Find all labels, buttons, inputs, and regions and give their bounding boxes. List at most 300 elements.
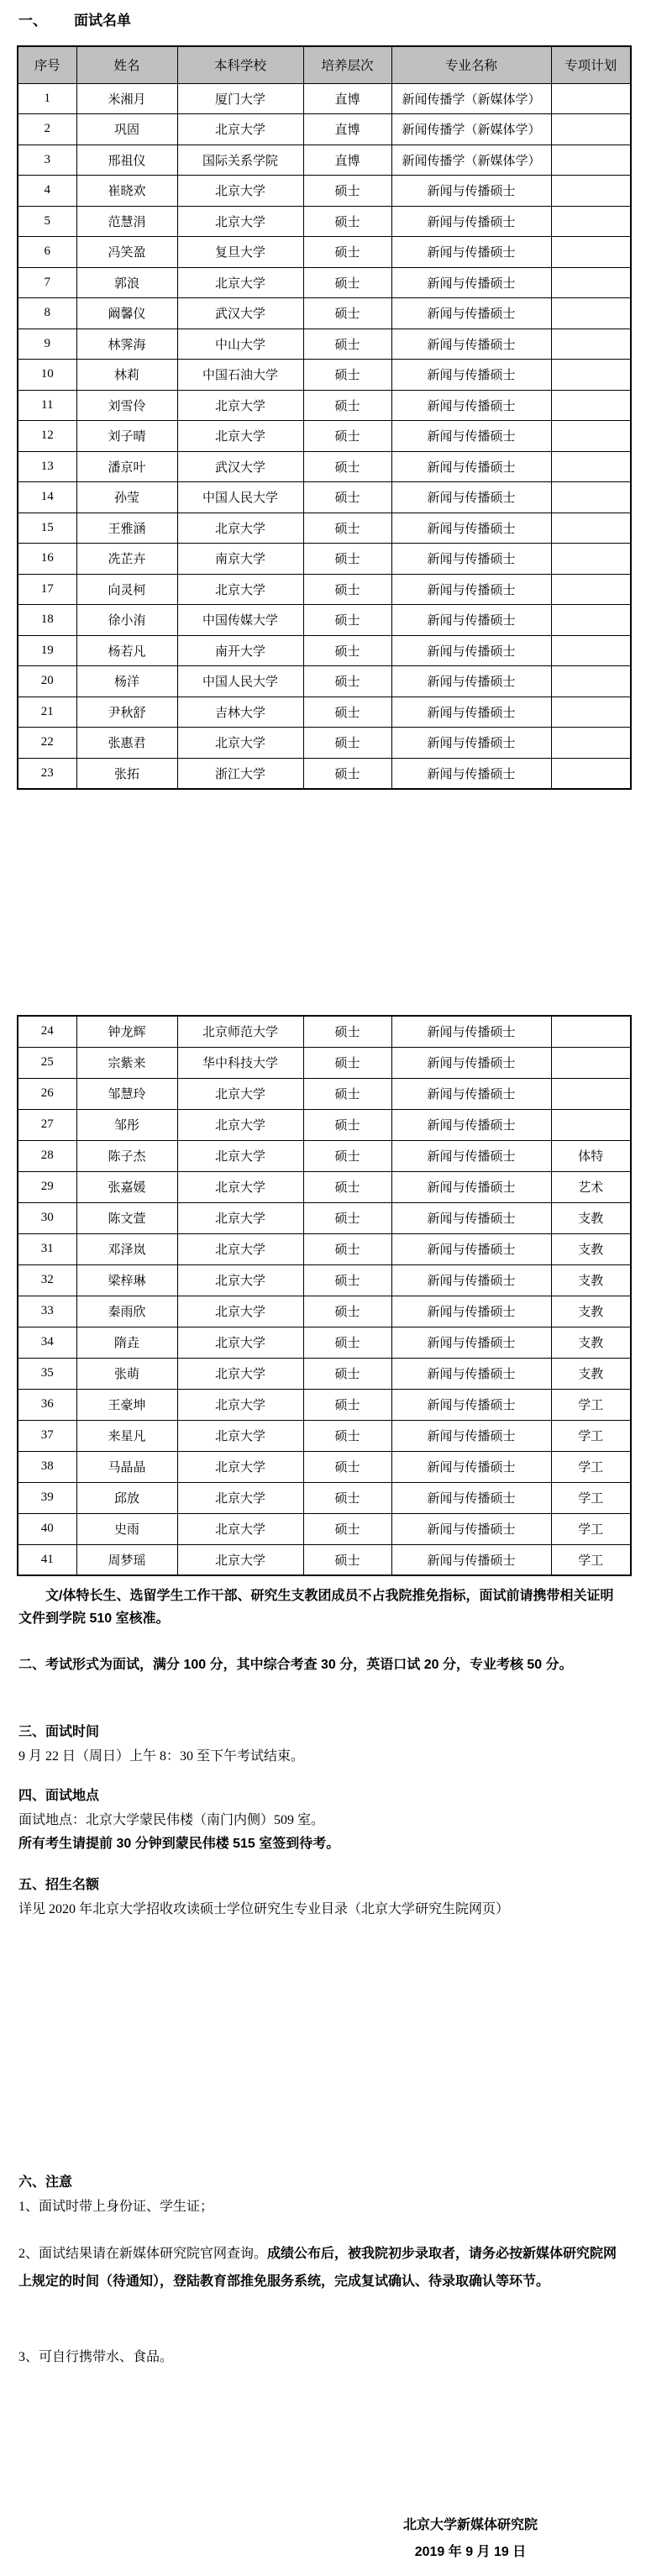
cell-level: 硕士 <box>303 451 391 482</box>
cell-level: 硕士 <box>303 1513 391 1544</box>
table-row <box>18 1358 631 1389</box>
cell-special: 支教 <box>551 1264 631 1296</box>
interview-table-page1 <box>17 45 632 790</box>
cell-major: 新闻与传播硕士 <box>391 421 551 452</box>
footer-date: 2019 年 9 月 19 日 <box>414 2545 527 2559</box>
cell-school: 北京大学 <box>177 513 303 544</box>
section6-title: 六、注意 <box>18 2175 73 2190</box>
cell-index: 25 <box>18 1047 76 1078</box>
cell-level: 硕士 <box>303 206 391 237</box>
cell-level: 硕士 <box>303 237 391 268</box>
cell-index: 17 <box>18 574 76 605</box>
cell-level: 直博 <box>303 114 391 145</box>
cell-special <box>551 697 631 728</box>
cell-index: 24 <box>18 1016 76 1047</box>
col-header-level: 培养层次 <box>303 46 391 83</box>
cell-index: 27 <box>18 1109 76 1140</box>
cell-major: 新闻与传播硕士 <box>391 206 551 237</box>
cell-major: 新闻与传播硕士 <box>391 1513 551 1544</box>
cell-name: 杨洋 <box>76 666 177 697</box>
cell-school: 北京大学 <box>177 728 303 759</box>
cell-major: 新闻与传播硕士 <box>391 697 551 728</box>
cell-index: 37 <box>18 1420 76 1451</box>
table-row <box>18 1296 631 1327</box>
cell-school: 中山大学 <box>177 329 303 360</box>
cell-index: 15 <box>18 513 76 544</box>
cell-special <box>551 360 631 391</box>
cell-level: 硕士 <box>303 1327 391 1358</box>
table-row <box>18 114 631 145</box>
cell-name: 邓泽岚 <box>76 1233 177 1264</box>
table-row <box>18 298 631 329</box>
cell-index: 11 <box>18 390 76 421</box>
cell-major: 新闻与传播硕士 <box>391 1358 551 1389</box>
cell-school: 国际关系学院 <box>177 145 303 176</box>
cell-school: 北京大学 <box>177 206 303 237</box>
cell-name: 冼芷卉 <box>76 544 177 575</box>
cell-name: 秦雨欣 <box>76 1296 177 1327</box>
cell-major: 新闻与传播硕士 <box>391 1451 551 1482</box>
cell-name: 巩固 <box>76 114 177 145</box>
cell-school: 北京大学 <box>177 1544 303 1575</box>
cell-index: 19 <box>18 635 76 666</box>
cell-special <box>551 1078 631 1109</box>
table-row <box>18 1544 631 1575</box>
cell-name: 王雅涵 <box>76 513 177 544</box>
table-row <box>18 666 631 697</box>
cell-major: 新闻与传播硕士 <box>391 666 551 697</box>
cell-level: 硕士 <box>303 635 391 666</box>
cell-school: 北京大学 <box>177 1296 303 1327</box>
cell-major: 新闻与传播硕士 <box>391 1482 551 1513</box>
cell-name: 张萌 <box>76 1358 177 1389</box>
cell-name: 梁梓琳 <box>76 1264 177 1296</box>
cell-major: 新闻与传播硕士 <box>391 1171 551 1202</box>
cell-name: 隋垚 <box>76 1327 177 1358</box>
cell-school: 北京大学 <box>177 1513 303 1544</box>
cell-special <box>551 390 631 421</box>
cell-level: 硕士 <box>303 1202 391 1233</box>
table-header-row <box>18 46 631 83</box>
cell-school: 北京大学 <box>177 1420 303 1451</box>
section1-heading <box>18 8 131 29</box>
cell-name: 陈子杰 <box>76 1140 177 1171</box>
cell-level: 硕士 <box>303 1109 391 1140</box>
cell-level: 硕士 <box>303 697 391 728</box>
cell-name: 孙莹 <box>76 482 177 513</box>
cell-special: 学工 <box>551 1420 631 1451</box>
section6-item1: 1、面试时带上身份证、学生证； <box>18 2200 214 2214</box>
cell-name: 张拓 <box>76 758 177 789</box>
cell-school: 北京大学 <box>177 574 303 605</box>
cell-level: 硕士 <box>303 1482 391 1513</box>
cell-special <box>551 666 631 697</box>
cell-name: 崔晓欢 <box>76 176 177 207</box>
col-header-name: 姓名 <box>76 46 177 83</box>
section6-item2-bold: 成绩公布后，被我院初步录取者，请务必按新媒体研究院网上规定的时间（待通知），登陆教育部推免服务系统，完成复试确认、待录取确认等环节。 <box>18 2247 617 2289</box>
table-row <box>18 145 631 176</box>
table-row <box>18 1016 631 1047</box>
cell-level: 硕士 <box>303 1264 391 1296</box>
cell-name: 邹彤 <box>76 1109 177 1140</box>
section3-body: 9 月 22 日（周日）上午 8：30 至下午考试结束。 <box>18 1749 305 1764</box>
section6-item2-regular: 2、面试结果请在新媒体研究院官网查询。 <box>18 2247 268 2261</box>
cell-index: 22 <box>18 728 76 759</box>
cell-special <box>551 574 631 605</box>
cell-name: 冯笑盈 <box>76 237 177 268</box>
cell-special <box>551 329 631 360</box>
table-body-page1 <box>18 83 631 789</box>
table-row <box>18 1171 631 1202</box>
cell-index: 33 <box>18 1296 76 1327</box>
section6-item2 <box>18 2240 626 2295</box>
cell-level: 硕士 <box>303 1047 391 1078</box>
cell-level: 硕士 <box>303 390 391 421</box>
section4-title: 四、面试地点 <box>18 1789 100 1803</box>
cell-index: 40 <box>18 1513 76 1544</box>
cell-special <box>551 1047 631 1078</box>
cell-special <box>551 605 631 636</box>
cell-name: 张嘉媛 <box>76 1171 177 1202</box>
table-row <box>18 1233 631 1264</box>
cell-level: 硕士 <box>303 482 391 513</box>
col-header-special: 专项计划 <box>551 46 631 83</box>
cell-major: 新闻与传播硕士 <box>391 1544 551 1575</box>
document-footer <box>302 2512 638 2566</box>
cell-index: 14 <box>18 482 76 513</box>
cell-index: 26 <box>18 1078 76 1109</box>
table-row <box>18 176 631 207</box>
cell-school: 中国人民大学 <box>177 482 303 513</box>
cell-name: 王豪坤 <box>76 1389 177 1420</box>
section5-title: 五、招生名额 <box>18 1878 100 1892</box>
table-row <box>18 421 631 452</box>
cell-school: 北京大学 <box>177 1233 303 1264</box>
table-row <box>18 1327 631 1358</box>
cell-major: 新闻与传播硕士 <box>391 513 551 544</box>
cell-special <box>551 176 631 207</box>
cell-level: 硕士 <box>303 758 391 789</box>
cell-special <box>551 267 631 298</box>
cell-major: 新闻与传播硕士 <box>391 544 551 575</box>
cell-index: 16 <box>18 544 76 575</box>
cell-special: 学工 <box>551 1389 631 1420</box>
cell-special: 学工 <box>551 1451 631 1482</box>
cell-index: 2 <box>18 114 76 145</box>
cell-school: 北京大学 <box>177 1264 303 1296</box>
cell-school: 北京大学 <box>177 1171 303 1202</box>
table-body-page2 <box>18 1016 631 1575</box>
cell-index: 1 <box>18 83 76 114</box>
footer-organization: 北京大学新媒体研究院 <box>402 2518 538 2532</box>
col-header-index: 序号 <box>18 46 76 83</box>
cell-major: 新闻传播学（新媒体学） <box>391 114 551 145</box>
cell-level: 硕士 <box>303 1389 391 1420</box>
cell-name: 邱放 <box>76 1482 177 1513</box>
table-row <box>18 482 631 513</box>
cell-index: 34 <box>18 1327 76 1358</box>
cell-index: 18 <box>18 605 76 636</box>
note-after-table: 文/体特长生、选留学生工作干部、研究生支教团成员不占我院推免指标，面试前请携带相关证明文件到学院 510 室核准。 <box>18 1589 614 1626</box>
cell-school: 南开大学 <box>177 635 303 666</box>
cell-special <box>551 635 631 666</box>
cell-school: 北京大学 <box>177 421 303 452</box>
cell-level: 硕士 <box>303 1016 391 1047</box>
cell-school: 浙江大学 <box>177 758 303 789</box>
cell-school: 中国石油大学 <box>177 360 303 391</box>
table-row <box>18 267 631 298</box>
cell-special <box>551 482 631 513</box>
cell-major: 新闻与传播硕士 <box>391 1389 551 1420</box>
cell-school: 北京大学 <box>177 1327 303 1358</box>
cell-school: 北京大学 <box>177 1482 303 1513</box>
cell-school: 北京大学 <box>177 267 303 298</box>
cell-special <box>551 206 631 237</box>
cell-major: 新闻与传播硕士 <box>391 451 551 482</box>
cell-special: 支教 <box>551 1358 631 1389</box>
cell-name: 林莉 <box>76 360 177 391</box>
cell-level: 硕士 <box>303 267 391 298</box>
cell-name: 向灵柯 <box>76 574 177 605</box>
cell-level: 硕士 <box>303 329 391 360</box>
table-row <box>18 1202 631 1233</box>
cell-school: 南京大学 <box>177 544 303 575</box>
table-row <box>18 1482 631 1513</box>
cell-school: 北京大学 <box>177 1140 303 1171</box>
cell-index: 7 <box>18 267 76 298</box>
table-row <box>18 1078 631 1109</box>
cell-special <box>551 298 631 329</box>
cell-special: 学工 <box>551 1482 631 1513</box>
cell-special: 支教 <box>551 1202 631 1233</box>
cell-school: 北京大学 <box>177 1389 303 1420</box>
cell-level: 直博 <box>303 145 391 176</box>
cell-major: 新闻与传播硕士 <box>391 176 551 207</box>
table-row <box>18 1140 631 1171</box>
cell-index: 5 <box>18 206 76 237</box>
cell-major: 新闻与传播硕士 <box>391 1078 551 1109</box>
cell-level: 硕士 <box>303 1078 391 1109</box>
cell-index: 12 <box>18 421 76 452</box>
cell-major: 新闻与传播硕士 <box>391 635 551 666</box>
table-row <box>18 758 631 789</box>
cell-major: 新闻与传播硕士 <box>391 237 551 268</box>
cell-special: 支教 <box>551 1327 631 1358</box>
table-row <box>18 83 631 114</box>
cell-index: 38 <box>18 1451 76 1482</box>
cell-school: 武汉大学 <box>177 298 303 329</box>
cell-special: 支教 <box>551 1296 631 1327</box>
cell-major: 新闻与传播硕士 <box>391 390 551 421</box>
table-row <box>18 728 631 759</box>
cell-major: 新闻与传播硕士 <box>391 1296 551 1327</box>
table-row <box>18 605 631 636</box>
cell-index: 23 <box>18 758 76 789</box>
cell-level: 硕士 <box>303 1358 391 1389</box>
cell-name: 郭浪 <box>76 267 177 298</box>
cell-index: 21 <box>18 697 76 728</box>
table-row <box>18 1451 631 1482</box>
cell-name: 刘雪伶 <box>76 390 177 421</box>
cell-major: 新闻与传播硕士 <box>391 1109 551 1140</box>
cell-special <box>551 237 631 268</box>
cell-level: 硕士 <box>303 574 391 605</box>
table-row <box>18 206 631 237</box>
cell-level: 硕士 <box>303 728 391 759</box>
table-row <box>18 544 631 575</box>
section3-title: 三、面试时间 <box>18 1725 100 1739</box>
cell-special <box>551 728 631 759</box>
section1-title: 面试名单 <box>74 13 131 29</box>
cell-major: 新闻与传播硕士 <box>391 758 551 789</box>
cell-name: 马晶晶 <box>76 1451 177 1482</box>
cell-major: 新闻与传播硕士 <box>391 329 551 360</box>
cell-level: 硕士 <box>303 1171 391 1202</box>
table-row <box>18 451 631 482</box>
cell-index: 36 <box>18 1389 76 1420</box>
section5-body: 详见 2020 年北京大学招收攻读硕士学位研究生专业目录（北京大学研究生院网页） <box>18 1902 510 1916</box>
table-row <box>18 1047 631 1078</box>
cell-index: 41 <box>18 1544 76 1575</box>
cell-index: 9 <box>18 329 76 360</box>
cell-name: 陈文萱 <box>76 1202 177 1233</box>
cell-major: 新闻与传播硕士 <box>391 1202 551 1233</box>
cell-index: 35 <box>18 1358 76 1389</box>
cell-level: 硕士 <box>303 605 391 636</box>
table-row <box>18 635 631 666</box>
table-row <box>18 329 631 360</box>
cell-name: 范慧涓 <box>76 206 177 237</box>
cell-school: 北京大学 <box>177 1451 303 1482</box>
cell-index: 20 <box>18 666 76 697</box>
cell-name: 潘京叶 <box>76 451 177 482</box>
table-row <box>18 237 631 268</box>
cell-name: 周梦瑶 <box>76 1544 177 1575</box>
cell-major: 新闻与传播硕士 <box>391 1327 551 1358</box>
cell-special <box>551 451 631 482</box>
table-row <box>18 1389 631 1420</box>
cell-special: 学工 <box>551 1513 631 1544</box>
table-row <box>18 390 631 421</box>
cell-level: 硕士 <box>303 360 391 391</box>
table-row <box>18 574 631 605</box>
cell-special: 学工 <box>551 1544 631 1575</box>
cell-index: 6 <box>18 237 76 268</box>
cell-school: 华中科技大学 <box>177 1047 303 1078</box>
col-header-major: 专业名称 <box>391 46 551 83</box>
cell-major: 新闻与传播硕士 <box>391 1233 551 1264</box>
cell-school: 北京大学 <box>177 1078 303 1109</box>
cell-special: 艺术 <box>551 1171 631 1202</box>
cell-school: 复旦大学 <box>177 237 303 268</box>
cell-special: 体特 <box>551 1140 631 1171</box>
table-row <box>18 360 631 391</box>
cell-special <box>551 1016 631 1047</box>
table-row <box>18 513 631 544</box>
cell-index: 30 <box>18 1202 76 1233</box>
cell-level: 硕士 <box>303 1451 391 1482</box>
cell-index: 13 <box>18 451 76 482</box>
cell-school: 中国传媒大学 <box>177 605 303 636</box>
section1-numbering: 一、 <box>18 13 47 29</box>
cell-index: 32 <box>18 1264 76 1296</box>
cell-level: 硕士 <box>303 1544 391 1575</box>
cell-major: 新闻与传播硕士 <box>391 1420 551 1451</box>
cell-special <box>551 83 631 114</box>
cell-level: 硕士 <box>303 298 391 329</box>
cell-index: 8 <box>18 298 76 329</box>
cell-major: 新闻与传播硕士 <box>391 605 551 636</box>
cell-major: 新闻与传播硕士 <box>391 574 551 605</box>
cell-school: 北京大学 <box>177 390 303 421</box>
cell-name: 钟龙辉 <box>76 1016 177 1047</box>
cell-index: 3 <box>18 145 76 176</box>
cell-name: 来星凡 <box>76 1420 177 1451</box>
cell-level: 硕士 <box>303 544 391 575</box>
cell-special <box>551 1109 631 1140</box>
table-row <box>18 697 631 728</box>
cell-level: 直博 <box>303 83 391 114</box>
section6-item3: 3、可自行携带水、食品。 <box>18 2350 174 2364</box>
cell-special <box>551 145 631 176</box>
interview-table-page2 <box>17 1015 632 1576</box>
table-row <box>18 1264 631 1296</box>
cell-name: 阚馨仪 <box>76 298 177 329</box>
cell-index: 4 <box>18 176 76 207</box>
cell-name: 邢祖仪 <box>76 145 177 176</box>
section4-location: 面试地点：北京大学蒙民伟楼（南门内侧）509 室。 <box>18 1813 325 1827</box>
cell-level: 硕士 <box>303 1233 391 1264</box>
cell-index: 29 <box>18 1171 76 1202</box>
cell-special: 支教 <box>551 1233 631 1264</box>
cell-special <box>551 513 631 544</box>
cell-name: 徐小洧 <box>76 605 177 636</box>
table-row <box>18 1513 631 1544</box>
cell-name: 史雨 <box>76 1513 177 1544</box>
cell-major: 新闻传播学（新媒体学） <box>391 145 551 176</box>
cell-index: 39 <box>18 1482 76 1513</box>
cell-school: 北京大学 <box>177 176 303 207</box>
cell-name: 林霁海 <box>76 329 177 360</box>
cell-school: 厦门大学 <box>177 83 303 114</box>
cell-school: 武汉大学 <box>177 451 303 482</box>
cell-name: 邹慧玲 <box>76 1078 177 1109</box>
cell-school: 吉林大学 <box>177 697 303 728</box>
cell-major: 新闻与传播硕士 <box>391 360 551 391</box>
cell-school: 北京大学 <box>177 1202 303 1233</box>
cell-name: 宗紫来 <box>76 1047 177 1078</box>
cell-major: 新闻与传播硕士 <box>391 1016 551 1047</box>
cell-level: 硕士 <box>303 513 391 544</box>
table-header <box>18 46 631 83</box>
cell-major: 新闻与传播硕士 <box>391 267 551 298</box>
section4-signin-note: 所有考生请提前 30 分钟到蒙民伟楼 515 室签到待考。 <box>18 1837 340 1851</box>
cell-level: 硕士 <box>303 1296 391 1327</box>
cell-name: 张惠君 <box>76 728 177 759</box>
cell-name: 尹秋舒 <box>76 697 177 728</box>
cell-name: 杨若凡 <box>76 635 177 666</box>
cell-school: 中国人民大学 <box>177 666 303 697</box>
cell-index: 31 <box>18 1233 76 1264</box>
cell-major: 新闻与传播硕士 <box>391 298 551 329</box>
table-row <box>18 1420 631 1451</box>
cell-special <box>551 114 631 145</box>
cell-major: 新闻传播学（新媒体学） <box>391 83 551 114</box>
cell-school: 北京大学 <box>177 1358 303 1389</box>
cell-major: 新闻与传播硕士 <box>391 482 551 513</box>
cell-school: 北京大学 <box>177 1109 303 1140</box>
cell-name: 米湘月 <box>76 83 177 114</box>
